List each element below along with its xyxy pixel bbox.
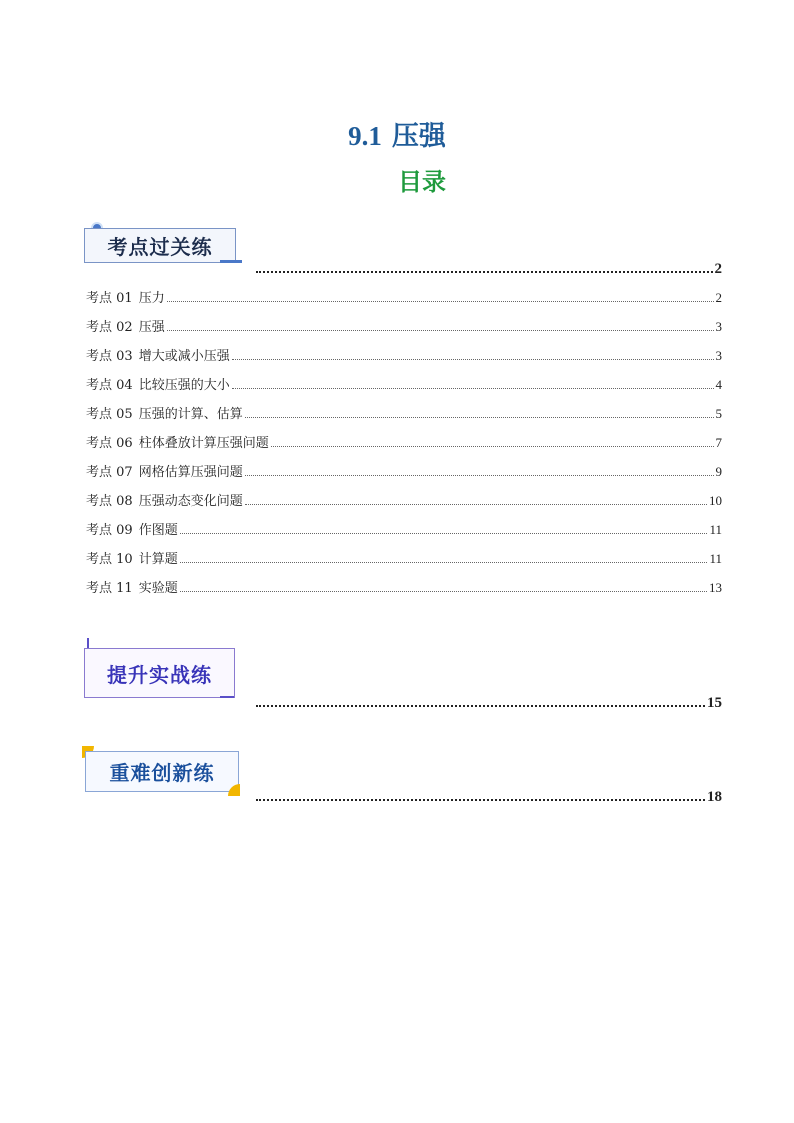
toc-label [86,519,178,538]
page-number: 3 [715,319,722,334]
toc-title: 压强的计算、估算 [138,407,243,422]
toc-code: 考点 11 [86,581,133,596]
page-number: 11 [709,522,722,537]
toc-heading: 目录 [398,168,446,196]
page-number: 2 [714,261,722,277]
section-badge-label: 提升实战练 [84,648,235,698]
toc-code: 考点 02 [86,320,133,335]
section-badge-1 [84,222,244,266]
toc-label [86,490,243,509]
dot-leader [245,475,714,476]
toc-code: 考点 05 [86,407,133,422]
page-number: 13 [709,580,722,595]
dot-leader [232,359,714,360]
document-title [0,114,794,153]
toc-row[interactable] [86,317,722,335]
dot-leader [256,705,705,707]
toc-title: 比较压强的大小 [138,378,230,393]
toc-title: 实验题 [138,581,178,596]
page-number: 11 [709,551,722,566]
toc-row[interactable] [86,549,722,567]
title-number: 9.1 [348,121,382,151]
page-number: 3 [715,348,722,363]
toc-label [86,403,243,422]
toc-title: 压强 [138,320,165,335]
dot-leader [245,504,707,505]
dot-leader [271,446,714,447]
toc-row[interactable] [86,288,722,306]
dot-leader [245,417,714,418]
toc-code: 考点 04 [86,378,133,393]
toc-code: 考点 08 [86,494,133,509]
toc-label [86,432,269,451]
page-number: 10 [709,493,722,508]
dot-leader [180,591,707,592]
toc-title: 作图题 [138,523,178,538]
toc-title: 增大或减小压强 [138,349,230,364]
page-number: 9 [715,464,722,479]
section-toc-row-3[interactable] [256,786,722,806]
dot-leader [256,271,713,273]
toc-row[interactable] [86,433,722,451]
toc-code: 考点 10 [86,552,133,567]
dot-leader [232,388,714,389]
section-toc-row-2[interactable] [256,692,722,712]
toc-row[interactable] [86,462,722,480]
badge-underline-decoration [220,696,234,698]
toc-code: 考点 03 [86,349,133,364]
dot-leader [256,799,705,801]
toc-code: 考点 07 [86,465,133,480]
page-number: 7 [715,435,722,450]
page-number: 5 [715,406,722,421]
toc-code: 考点 06 [86,436,133,451]
toc-label [86,374,230,393]
toc-label [86,461,243,480]
toc-title: 压力 [138,291,165,306]
page-number: 18 [707,789,722,805]
dot-leader [180,533,708,534]
toc-label [86,345,230,364]
toc-row[interactable] [86,375,722,393]
dot-leader [167,330,714,331]
toc-label [86,548,178,567]
toc-row[interactable] [86,578,722,596]
toc-title: 计算题 [138,552,178,567]
toc-row[interactable] [86,346,722,364]
section-badge-2 [82,638,242,702]
page-number: 15 [707,695,722,711]
toc-row[interactable] [86,404,722,422]
toc-row[interactable] [86,520,722,538]
page-number: 2 [715,290,722,305]
toc-code: 考点 09 [86,523,133,538]
toc-label [86,287,165,306]
section-toc-row-1[interactable] [256,258,722,278]
dot-leader [180,562,708,563]
page-number: 4 [715,377,722,392]
section-badge-3 [82,746,242,796]
toc-title: 网格估算压强问题 [138,465,243,480]
toc-row[interactable] [86,491,722,509]
toc-title: 压强动态变化问题 [138,494,243,509]
section-badge-label: 考点过关练 [84,228,236,263]
section-badge-label: 重难创新练 [85,751,239,792]
toc-label [86,577,178,596]
toc-title: 柱体叠放计算压强问题 [138,436,269,451]
dot-leader [167,301,714,302]
toc-label [86,316,165,335]
toc-code: 考点 01 [86,291,133,306]
badge-underline-decoration [220,260,242,263]
title-text: 压强 [391,121,446,152]
